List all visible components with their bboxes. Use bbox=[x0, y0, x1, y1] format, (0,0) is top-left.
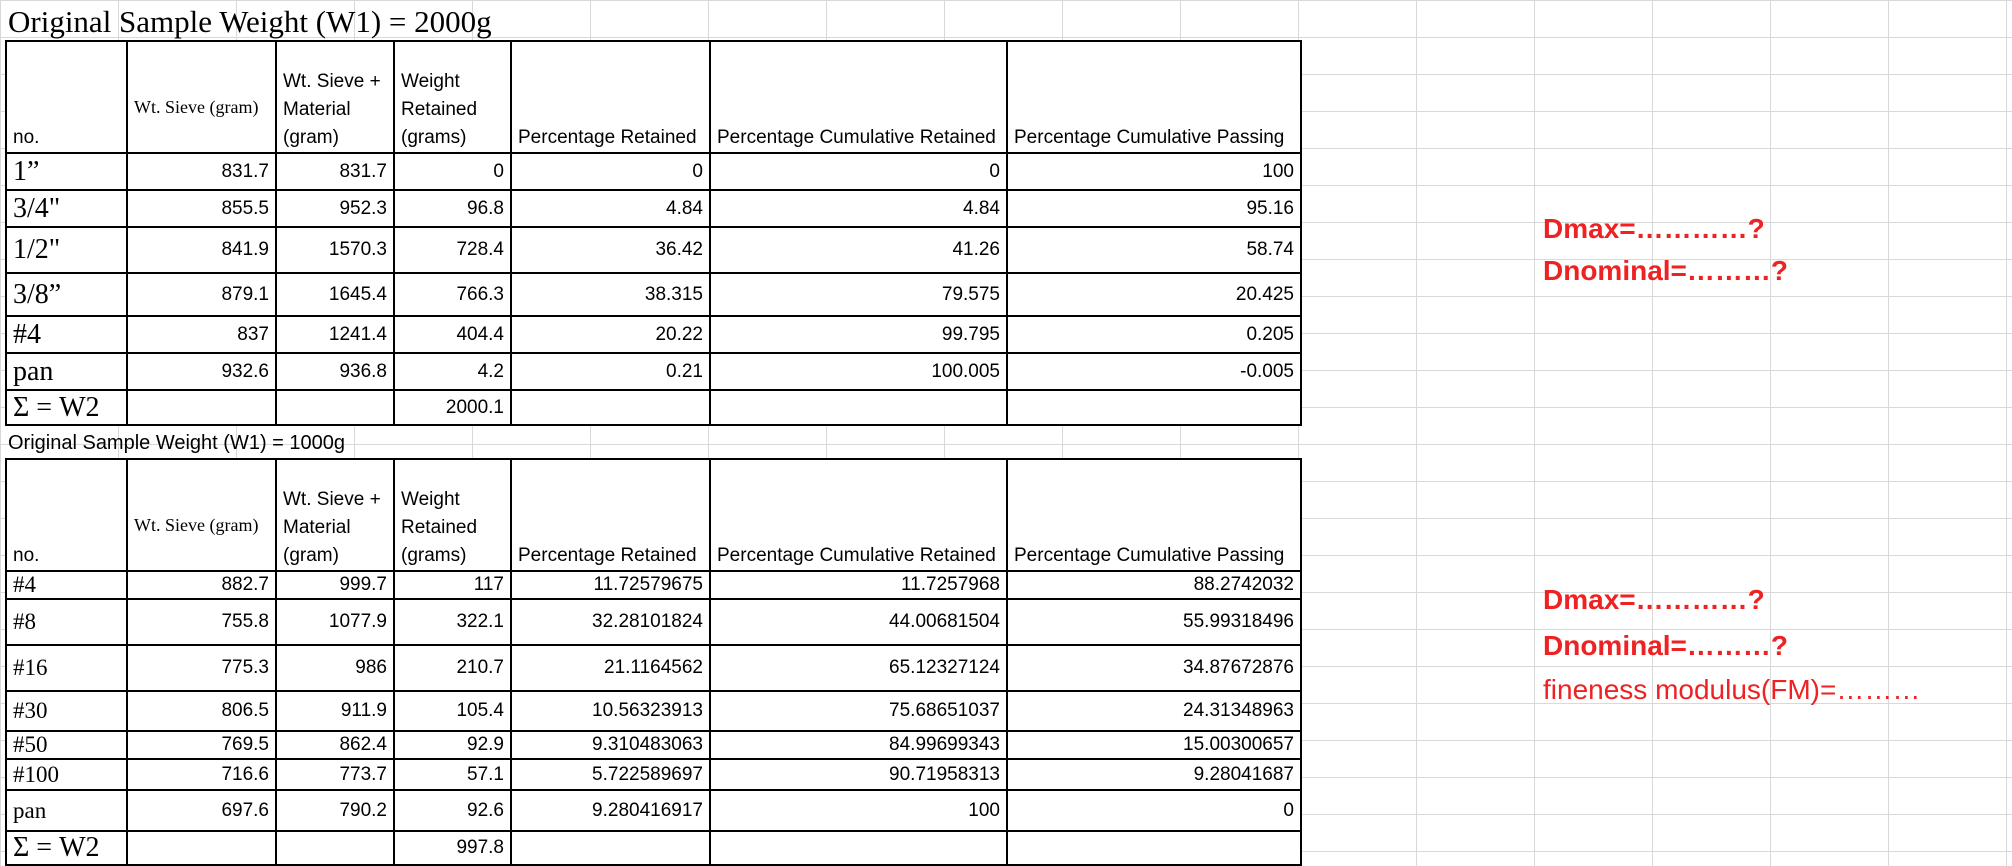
pct-cum-passing-cell[interactable]: 15.00300657 bbox=[1007, 731, 1301, 759]
pct-cum-retained-cell[interactable]: 99.795 bbox=[710, 316, 1007, 353]
pct-cum-retained-cell[interactable]: 4.84 bbox=[710, 190, 1007, 227]
sieve-no-cell[interactable]: 3/4" bbox=[6, 190, 127, 227]
pct-cum-passing-cell[interactable]: 95.16 bbox=[1007, 190, 1301, 227]
cell-empty[interactable] bbox=[127, 390, 276, 425]
pct-cum-retained-cell[interactable]: 90.71958313 bbox=[710, 759, 1007, 790]
wt-sieve-cell[interactable]: 806.5 bbox=[127, 691, 276, 731]
table-row bbox=[6, 571, 1301, 599]
table-row bbox=[6, 153, 1301, 190]
pct-retained-cell[interactable]: 20.22 bbox=[511, 316, 710, 353]
sieve-no-cell[interactable]: #50 bbox=[6, 731, 127, 759]
pct-cum-retained-cell[interactable]: 11.7257968 bbox=[710, 571, 1007, 599]
table-row bbox=[6, 759, 1301, 790]
pct-cum-retained-cell[interactable]: 75.68651037 bbox=[710, 691, 1007, 731]
cell-empty[interactable] bbox=[710, 390, 1007, 425]
table-row bbox=[6, 731, 1301, 759]
header-pct-cum-passing[interactable]: Percentage Cumulative Passing bbox=[1007, 459, 1301, 571]
pct-retained-cell[interactable]: 11.72579675 bbox=[511, 571, 710, 599]
wt-sieve-material-cell[interactable]: 862.4 bbox=[276, 731, 394, 759]
wt-sieve-material-cell[interactable]: 999.7 bbox=[276, 571, 394, 599]
sieve-no-cell[interactable]: #100 bbox=[6, 759, 127, 790]
dnominal-note[interactable]: Dnominal=………? bbox=[1543, 255, 1789, 286]
pct-retained-cell[interactable]: 38.315 bbox=[511, 273, 710, 316]
sieve-no-cell[interactable]: pan bbox=[6, 790, 127, 831]
weight-retained-cell[interactable]: 96.8 bbox=[394, 190, 511, 227]
wt-sieve-cell[interactable]: 882.7 bbox=[127, 571, 276, 599]
cell-empty[interactable] bbox=[276, 831, 394, 865]
pct-cum-retained-cell[interactable]: 100.005 bbox=[710, 353, 1007, 390]
table-row bbox=[6, 353, 1301, 390]
table2-sum-row bbox=[6, 831, 1301, 865]
header-pct-cum-passing[interactable]: Percentage Cumulative Passing bbox=[1007, 41, 1301, 153]
table-row bbox=[6, 316, 1301, 353]
wt-sieve-cell[interactable]: 755.8 bbox=[127, 599, 276, 645]
pct-retained-cell[interactable]: 5.722589697 bbox=[511, 759, 710, 790]
wt-sieve-material-cell[interactable]: 1570.3 bbox=[276, 227, 394, 273]
wt-sieve-material-cell[interactable]: 1077.9 bbox=[276, 599, 394, 645]
header-wt-sieve-material[interactable]: Wt. Sieve + Material (gram) bbox=[276, 41, 394, 153]
dmax-note[interactable]: Dmax=…………? bbox=[1543, 584, 1765, 615]
cell-empty[interactable] bbox=[127, 831, 276, 865]
pct-cum-passing-cell[interactable]: 24.31348963 bbox=[1007, 691, 1301, 731]
wt-sieve-material-cell[interactable]: 831.7 bbox=[276, 153, 394, 190]
header-no[interactable]: no. bbox=[6, 41, 127, 153]
wt-sieve-cell[interactable]: 697.6 bbox=[127, 790, 276, 831]
table1 bbox=[5, 40, 1302, 426]
table-row bbox=[6, 599, 1301, 645]
header-weight-retained[interactable]: Weight Retained (grams) bbox=[394, 459, 511, 571]
cell-empty[interactable] bbox=[1007, 831, 1301, 865]
pct-cum-passing-cell[interactable]: 88.2742032 bbox=[1007, 571, 1301, 599]
pct-retained-cell[interactable]: 0 bbox=[511, 153, 710, 190]
pct-retained-cell[interactable]: 10.56323913 bbox=[511, 691, 710, 731]
cell-empty[interactable] bbox=[511, 390, 710, 425]
wt-sieve-material-cell[interactable]: 911.9 bbox=[276, 691, 394, 731]
table-row bbox=[6, 691, 1301, 731]
wt-sieve-material-cell[interactable]: 773.7 bbox=[276, 759, 394, 790]
sum-value[interactable]: 2000.1 bbox=[394, 390, 511, 425]
weight-retained-cell[interactable]: 117 bbox=[394, 571, 511, 599]
wt-sieve-cell[interactable]: 716.6 bbox=[127, 759, 276, 790]
pct-retained-cell[interactable]: 21.1164562 bbox=[511, 645, 710, 691]
table2-header-row bbox=[6, 459, 1301, 571]
pct-cum-passing-cell[interactable]: 55.99318496 bbox=[1007, 599, 1301, 645]
sieve-no-cell[interactable]: 3/8” bbox=[6, 273, 127, 316]
pct-cum-passing-cell[interactable]: 0.205 bbox=[1007, 316, 1301, 353]
pct-retained-cell[interactable]: 0.21 bbox=[511, 353, 710, 390]
pct-retained-cell[interactable]: 36.42 bbox=[511, 227, 710, 273]
sieve-no-cell[interactable]: #4 bbox=[6, 571, 127, 599]
wt-sieve-cell[interactable]: 841.9 bbox=[127, 227, 276, 273]
sieve-no-cell[interactable]: 1” bbox=[6, 153, 127, 190]
weight-retained-cell[interactable]: 766.3 bbox=[394, 273, 511, 316]
pct-cum-retained-cell[interactable]: 0 bbox=[710, 153, 1007, 190]
table1-header-row bbox=[6, 41, 1301, 153]
sieve-no-cell[interactable]: #4 bbox=[6, 316, 127, 353]
table2 bbox=[5, 458, 1302, 866]
table-row bbox=[6, 227, 1301, 273]
weight-retained-cell[interactable]: 322.1 bbox=[394, 599, 511, 645]
pct-cum-passing-cell[interactable]: 9.28041687 bbox=[1007, 759, 1301, 790]
cell-empty[interactable] bbox=[511, 831, 710, 865]
table-row bbox=[6, 790, 1301, 831]
sieve-no-cell[interactable]: #8 bbox=[6, 599, 127, 645]
dnominal-note[interactable]: Dnominal=………? bbox=[1543, 630, 1789, 661]
wt-sieve-material-cell[interactable]: 936.8 bbox=[276, 353, 394, 390]
pct-retained-cell[interactable]: 32.28101824 bbox=[511, 599, 710, 645]
wt-sieve-material-cell[interactable]: 952.3 bbox=[276, 190, 394, 227]
header-weight-retained[interactable]: Weight Retained (grams) bbox=[394, 41, 511, 153]
weight-retained-cell[interactable]: 57.1 bbox=[394, 759, 511, 790]
header-wt-sieve[interactable]: Wt. Sieve (gram) bbox=[127, 41, 276, 153]
table-row bbox=[6, 273, 1301, 316]
sieve-no-cell[interactable]: pan bbox=[6, 353, 127, 390]
wt-sieve-cell[interactable]: 855.5 bbox=[127, 190, 276, 227]
pct-cum-passing-cell[interactable]: 100 bbox=[1007, 153, 1301, 190]
sieve-no-cell[interactable]: #16 bbox=[6, 645, 127, 691]
pct-retained-cell[interactable]: 4.84 bbox=[511, 190, 710, 227]
header-no[interactable]: no. bbox=[6, 459, 127, 571]
cell-empty[interactable] bbox=[710, 831, 1007, 865]
pct-cum-retained-cell[interactable]: 100 bbox=[710, 790, 1007, 831]
wt-sieve-material-cell[interactable]: 1645.4 bbox=[276, 273, 394, 316]
pct-cum-retained-cell[interactable]: 44.00681504 bbox=[710, 599, 1007, 645]
pct-cum-passing-cell[interactable]: 58.74 bbox=[1007, 227, 1301, 273]
wt-sieve-cell[interactable]: 932.6 bbox=[127, 353, 276, 390]
sum-value[interactable]: 997.8 bbox=[394, 831, 511, 865]
weight-retained-cell[interactable]: 105.4 bbox=[394, 691, 511, 731]
wt-sieve-cell[interactable]: 775.3 bbox=[127, 645, 276, 691]
pct-cum-retained-cell[interactable]: 79.575 bbox=[710, 273, 1007, 316]
weight-retained-cell[interactable]: 92.9 bbox=[394, 731, 511, 759]
weight-retained-cell[interactable]: 92.6 bbox=[394, 790, 511, 831]
dmax-note[interactable]: Dmax=…………? bbox=[1543, 213, 1765, 244]
header-wt-sieve[interactable]: Wt. Sieve (gram) bbox=[127, 459, 276, 571]
header-pct-cum-retained[interactable]: Percentage Cumulative Retained bbox=[710, 41, 1007, 153]
pct-cum-passing-cell[interactable]: 34.87672876 bbox=[1007, 645, 1301, 691]
weight-retained-cell[interactable]: 4.2 bbox=[394, 353, 511, 390]
wt-sieve-cell[interactable]: 879.1 bbox=[127, 273, 276, 316]
wt-sieve-cell[interactable]: 837 bbox=[127, 316, 276, 353]
cell-empty[interactable] bbox=[1007, 390, 1301, 425]
pct-cum-passing-cell[interactable]: 20.425 bbox=[1007, 273, 1301, 316]
weight-retained-cell[interactable]: 210.7 bbox=[394, 645, 511, 691]
table1-title[interactable]: Original Sample Weight (W1) = 2000g bbox=[8, 4, 492, 39]
pct-retained-cell[interactable]: 9.280416917 bbox=[511, 790, 710, 831]
wt-sieve-material-cell[interactable]: 986 bbox=[276, 645, 394, 691]
header-pct-cum-retained[interactable]: Percentage Cumulative Retained bbox=[710, 459, 1007, 571]
pct-cum-passing-cell[interactable]: -0.005 bbox=[1007, 353, 1301, 390]
sum-label[interactable]: Σ = W2 bbox=[6, 390, 127, 425]
sum-label[interactable]: Σ = W2 bbox=[6, 831, 127, 865]
pct-cum-retained-cell[interactable]: 41.26 bbox=[710, 227, 1007, 273]
header-pct-retained[interactable]: Percentage Retained bbox=[511, 459, 710, 571]
sieve-no-cell[interactable]: 1/2" bbox=[6, 227, 127, 273]
weight-retained-cell[interactable]: 728.4 bbox=[394, 227, 511, 273]
header-pct-retained[interactable]: Percentage Retained bbox=[511, 41, 710, 153]
table-row bbox=[6, 645, 1301, 691]
weight-retained-cell[interactable]: 0 bbox=[394, 153, 511, 190]
table1-sum-row bbox=[6, 390, 1301, 425]
wt-sieve-material-cell[interactable]: 790.2 bbox=[276, 790, 394, 831]
table2-title[interactable]: Original Sample Weight (W1) = 1000g bbox=[8, 432, 346, 454]
pct-cum-passing-cell[interactable]: 0 bbox=[1007, 790, 1301, 831]
cell-empty[interactable] bbox=[276, 390, 394, 425]
wt-sieve-material-cell[interactable]: 1241.4 bbox=[276, 316, 394, 353]
wt-sieve-cell[interactable]: 831.7 bbox=[127, 153, 276, 190]
weight-retained-cell[interactable]: 404.4 bbox=[394, 316, 511, 353]
table-row bbox=[6, 190, 1301, 227]
pct-cum-retained-cell[interactable]: 84.99699343 bbox=[710, 731, 1007, 759]
pct-cum-retained-cell[interactable]: 65.12327124 bbox=[710, 645, 1007, 691]
fineness-modulus-note[interactable]: fineness modulus(FM)=……… bbox=[1543, 674, 1921, 705]
wt-sieve-cell[interactable]: 769.5 bbox=[127, 731, 276, 759]
pct-retained-cell[interactable]: 9.310483063 bbox=[511, 731, 710, 759]
header-wt-sieve-material[interactable]: Wt. Sieve + Material (gram) bbox=[276, 459, 394, 571]
sieve-no-cell[interactable]: #30 bbox=[6, 691, 127, 731]
